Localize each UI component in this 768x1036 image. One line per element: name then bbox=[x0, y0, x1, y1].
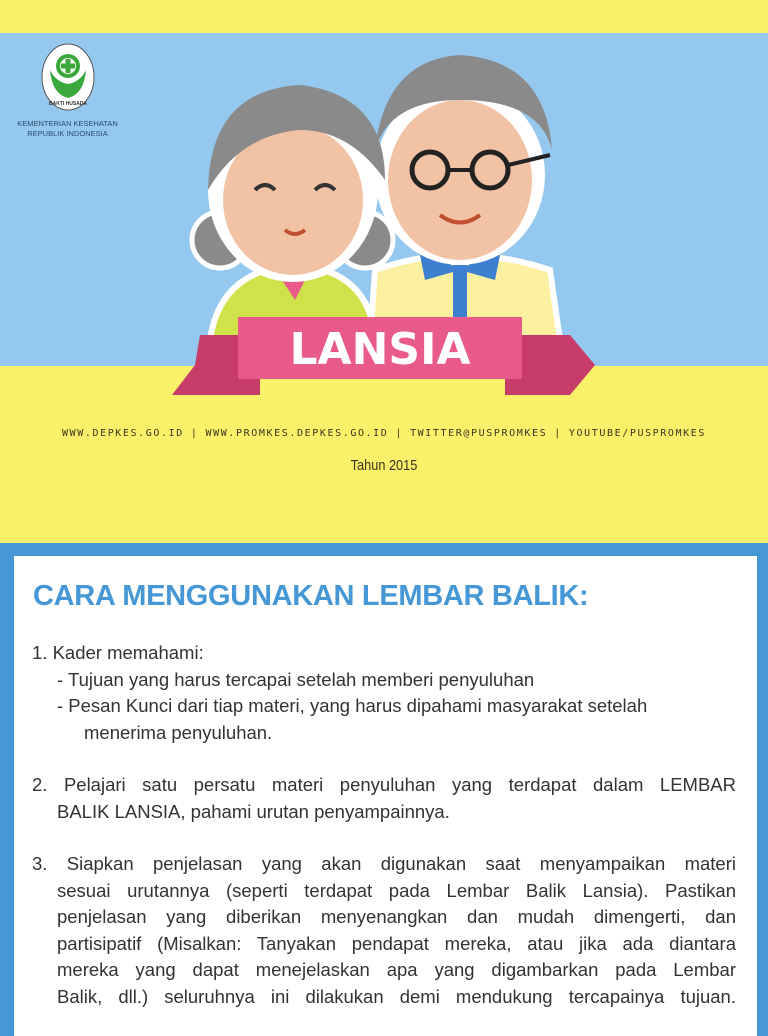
links-bar bbox=[0, 428, 768, 439]
instructions-heading: CARA MENGGUNAKAN LEMBAR BALIK: bbox=[33, 580, 589, 612]
separator: | bbox=[190, 428, 199, 439]
item1-line: menerima penyuluhan. bbox=[84, 721, 273, 743]
item3-line: sesuai urutannya (seperti terdapat pada Lembar Balik Lansia). Pastikan bbox=[57, 879, 736, 901]
link-youtube[interactable]: YOUTUBE/PUSPROMKES bbox=[568, 428, 707, 439]
item1-line: - Tujuan yang harus tercapai setelah memberi penyuluhan bbox=[57, 668, 535, 690]
item3-line: partisipatif (Misalkan: Tanyakan pendapat mereka, atau jika ada diantara bbox=[57, 932, 736, 954]
publication-year: Tahun 2015 bbox=[350, 457, 418, 474]
item3-line: 3. Siapkan penjelasan yang akan digunakan saat menyampaikan materi bbox=[32, 853, 736, 874]
cover-title: LANSIA bbox=[289, 324, 471, 375]
instructions-body bbox=[32, 640, 736, 1010]
item1-line: - Pesan Kunci dari tiap materi, yang harus dipahami masyarakat setelah bbox=[57, 695, 648, 716]
ministry-name-line1: KEMENTERIAN KESEHATAN bbox=[17, 119, 118, 128]
svg-text:BAKTI HUSADA: BAKTI HUSADA bbox=[48, 101, 87, 107]
link-twitter[interactable]: TWITTER@PUSPROMKES bbox=[410, 428, 548, 439]
instructions-panel bbox=[14, 556, 757, 1036]
item2-line: BALIK LANSIA, pahami urutan penyampainnya. bbox=[57, 800, 450, 822]
link-promkes[interactable]: WWW.PROMKES.DEPKES.GO.ID bbox=[205, 428, 389, 439]
item3-line: penjelasan yang diberikan menyenangkan dan mudah dimengerti, dan bbox=[57, 906, 736, 927]
separator: | bbox=[554, 428, 562, 439]
separator: | bbox=[395, 428, 404, 439]
item3-line: Balik, dll.) seluruhnya ini dilakukan demi mendukung tercapainya tujuan. bbox=[57, 985, 736, 1007]
top-band bbox=[0, 0, 768, 33]
bakti-husada-emblem-icon bbox=[40, 42, 96, 112]
ministry-logo bbox=[10, 42, 125, 139]
ministry-name-line2: REPUBLIK INDONESIA bbox=[27, 129, 108, 138]
ministry-name bbox=[10, 119, 125, 139]
item3-line: mereka yang dapat menejelaskan apa yang digambarkan pada Lembar bbox=[57, 959, 736, 980]
item1-line: 1. Kader memahami: bbox=[32, 642, 204, 663]
elderly-couple-illustration bbox=[160, 40, 610, 400]
item2-line: 2. Pelajari satu persatu materi penyuluhan yang terdapat dalam LEMBAR bbox=[32, 774, 736, 795]
link-depkes[interactable]: WWW.DEPKES.GO.ID bbox=[61, 428, 184, 439]
